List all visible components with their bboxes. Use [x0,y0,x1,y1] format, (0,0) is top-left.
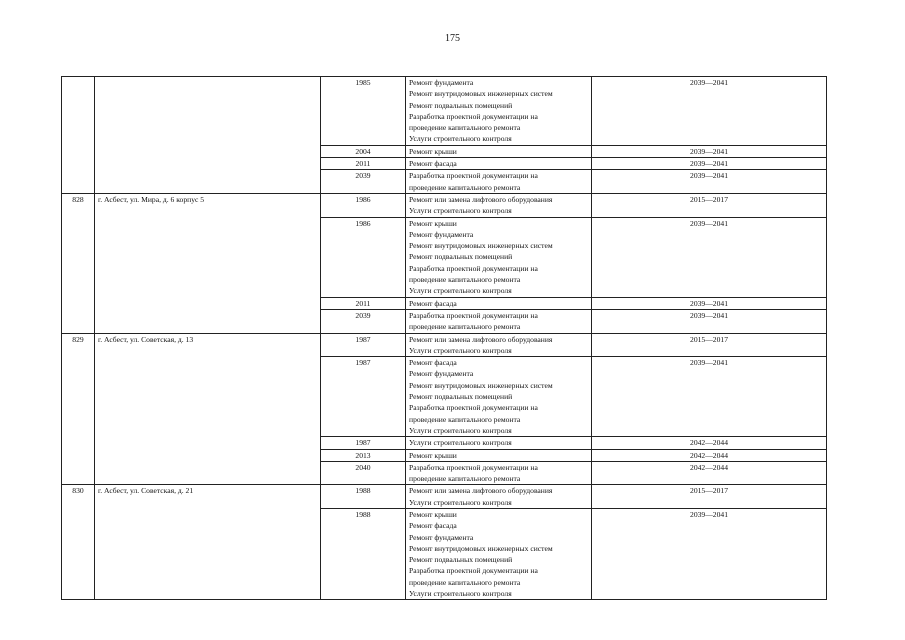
work-item: Ремонт подвальных помещений [409,252,513,262]
work-item: Разработка проектной документации на [409,462,538,472]
work-item: Ремонт или замена лифтового оборудования [409,334,553,344]
works-cell [406,77,592,146]
planned-period-cell: 2042—2044 [592,449,827,461]
work-item: Ремонт внутридомовых инженерных систем [409,89,553,99]
year-cell: 2039 [321,309,406,333]
planned-period-cell: 2039—2041 [592,77,827,146]
work-item: Ремонт крыши [409,509,457,519]
planned-period-cell: 2039—2041 [592,170,827,194]
table-body [62,77,827,600]
work-item: Услуги строительного контроля [409,134,512,144]
work-item: Ремонт внутридомовых инженерных систем [409,241,553,251]
capital-repair-table [61,76,827,600]
work-item: Ремонт фундамента [409,369,474,379]
table-row [62,485,827,509]
work-item: Разработка проектной документации на [409,171,538,181]
work-item: Ремонт фундамента [409,532,474,542]
work-item: Ремонт фасада [409,358,457,368]
work-item: Ремонт крыши [409,146,457,156]
work-item: Услуги строительного контроля [409,286,512,296]
work-item: Ремонт фасада [409,521,457,531]
year-cell: 1987 [321,357,406,437]
year-cell: 1986 [321,193,406,217]
address-cell: г. Асбест, ул. Советская, д. 13 [95,333,321,485]
year-cell: 1987 [321,333,406,357]
year-cell: 2039 [321,170,406,194]
work-item: проведение капитального ремонта [409,275,521,285]
object-number-cell: 829 [62,333,95,485]
work-item: Услуги строительного контроля [409,589,512,599]
year-cell: 1988 [321,508,406,599]
planned-period-cell: 2039—2041 [592,357,827,437]
year-cell: 2011 [321,158,406,170]
work-item: Ремонт внутридомовых инженерных систем [409,543,553,553]
object-number-cell [62,77,95,194]
work-item: Услуги строительного контроля [409,497,512,507]
planned-period-cell: 2039—2041 [592,217,827,297]
works-cell [406,297,592,309]
work-item: Услуги строительного контроля [409,425,512,435]
work-item: Ремонт подвальных помещений [409,100,513,110]
table-row [62,193,827,217]
work-item: Ремонт подвальных помещений [409,555,513,565]
year-cell: 1985 [321,77,406,146]
work-item: проведение капитального ремонта [409,577,521,587]
planned-period-cell: 2039—2041 [592,297,827,309]
work-item: Ремонт или замена лифтового оборудования [409,194,553,204]
works-cell [406,461,592,485]
year-cell: 2004 [321,145,406,157]
work-item: Ремонт подвальных помещений [409,392,513,402]
works-cell [406,485,592,509]
year-cell: 1988 [321,485,406,509]
works-cell [406,170,592,194]
address-cell: г. Асбест, ул. Мира, д. 6 корпус 5 [95,193,321,333]
work-item: проведение капитального ремонта [409,414,521,424]
work-item: Ремонт или замена лифтового оборудования [409,486,553,496]
works-cell [406,508,592,599]
address-cell: г. Асбест, ул. Советская, д. 21 [95,485,321,600]
page-number: 175 [445,33,460,44]
work-item: Ремонт крыши [409,450,457,460]
year-cell: 2011 [321,297,406,309]
works-cell [406,449,592,461]
table-row [62,77,827,146]
object-number-cell: 830 [62,485,95,600]
planned-period-cell: 2042—2044 [592,461,827,485]
work-item: Услуги строительного контроля [409,345,512,355]
planned-period-cell: 2042—2044 [592,437,827,449]
planned-period-cell: 2039—2041 [592,145,827,157]
work-item: проведение капитального ремонта [409,474,521,484]
planned-period-cell: 2039—2041 [592,508,827,599]
work-item: Ремонт фасада [409,159,457,169]
work-item: Разработка проектной документации на [409,310,538,320]
works-cell [406,193,592,217]
work-item: Ремонт фундамента [409,229,474,239]
planned-period-cell: 2015—2017 [592,485,827,509]
work-item: проведение капитального ремонта [409,322,521,332]
planned-period-cell: 2015—2017 [592,333,827,357]
year-cell: 1986 [321,217,406,297]
works-cell [406,437,592,449]
work-item: Ремонт внутридомовых инженерных систем [409,380,553,390]
works-cell [406,145,592,157]
planned-period-cell: 2039—2041 [592,158,827,170]
works-cell [406,158,592,170]
planned-period-cell: 2015—2017 [592,193,827,217]
work-item: Услуги строительного контроля [409,438,512,448]
work-item: проведение капитального ремонта [409,123,521,133]
object-number-cell: 828 [62,193,95,333]
planned-period-cell: 2039—2041 [592,309,827,333]
work-item: Разработка проектной документации на [409,403,538,413]
work-item: Услуги строительного контроля [409,206,512,216]
works-cell [406,333,592,357]
year-cell: 2013 [321,449,406,461]
works-cell [406,217,592,297]
year-cell: 1987 [321,437,406,449]
year-cell: 2040 [321,461,406,485]
address-cell [95,77,321,194]
work-item: Ремонт крыши [409,218,457,228]
work-item: Ремонт фундамента [409,78,474,87]
work-item: Разработка проектной документации на [409,263,538,273]
work-item: Ремонт фасада [409,298,457,308]
work-item: Разработка проектной документации на [409,111,538,121]
work-item: Разработка проектной документации на [409,566,538,576]
work-item: проведение капитального ремонта [409,182,521,192]
table-row [62,333,827,357]
works-cell [406,309,592,333]
works-cell [406,357,592,437]
